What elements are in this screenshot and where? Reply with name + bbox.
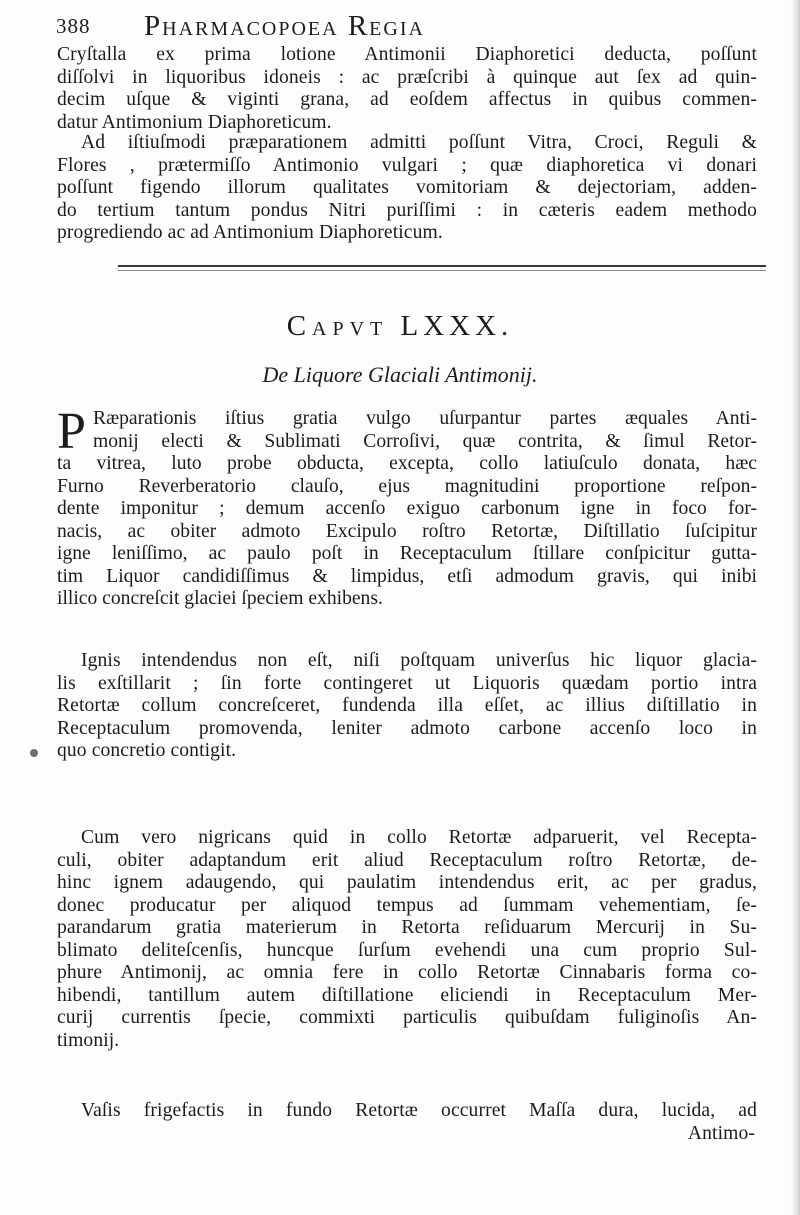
text-line: monij electi & Sublimati Corroſivi, quæ contrita, & ſimul Retor-: [93, 430, 757, 452]
text-line: Furno Reverberatorio clauſo, ejus magnitudini proportione reſpon-: [57, 475, 757, 497]
chapter-heading: [0, 310, 800, 343]
page-header: [56, 10, 756, 44]
text-line: culi, obiter adaptandum erit aliud Receptaculum roſtro Retortæ, de-: [57, 849, 757, 871]
ink-spot: [30, 749, 38, 757]
text-line: hinc ignem adaugendo, qui paulatim intendendus erit, ac per gradus,: [57, 872, 757, 893]
text-line: ta vitrea, luto probe obducta, excepta, collo latiuſculo donata, hæc: [57, 453, 757, 474]
text-line: timonij.: [57, 1029, 120, 1051]
text-line: nacis, ac obiter admoto Excipulo roſtro Retortæ, Diſtillatio ſuſcipitur: [57, 520, 757, 542]
text-line: dente imponitur ; demum accenſo exiguo carbonum igne in foco for-: [57, 498, 757, 519]
page-number: 388: [56, 14, 91, 38]
text-line: lis exſtillarit ; ſin forte contingeret ut Liquoris quædam portio intra: [57, 672, 757, 694]
text-line: hibendi, tantillum autem diſtillatione eliciendi in Receptaculum Mer-: [57, 984, 757, 1006]
text-line: Cum vero nigricans quid in collo Retortæ adparuerit, vel Recepta-: [81, 827, 757, 848]
text-line: blimato delitеſcenſis, huncque ſurſum evehendi una cum proprio Sul-: [57, 939, 757, 961]
text-line: curij currentis ſpecie, commixti particulis quibuſdam fuliginoſis An-: [57, 1007, 757, 1028]
text-line: parandarum gratia materierum in Retorta reſiduarum Mercurij in Su-: [57, 917, 757, 938]
chapter-caput: Capvt: [286, 310, 389, 342]
text-line: donec producatur per aliquod tempus ad ſummam vehementiam, ſe-: [57, 894, 757, 916]
chapter-number: LXXX.: [400, 310, 514, 342]
running-title: Pharmacopoea Regia: [144, 10, 425, 42]
text-line: igne leniſſimo, ac paulo poſt in Receptaculum ſtillare conſpicitur gutta-: [57, 543, 757, 564]
catchword: Antimo-: [687, 1122, 755, 1144]
text-line: illico concreſcit glaciei ſpeciem exhibens.: [57, 588, 383, 609]
text-line: Cryſtalla ex prima lotione Antimonii Diaphoretici deducta, poſſunt: [57, 44, 757, 65]
text-line: quo concretio contigit.: [57, 740, 237, 761]
text-line: phure Antimonij, ac omnia fere in collo Retortæ Cinnabaris forma co-: [57, 962, 757, 983]
paragraph-3: [57, 403, 757, 611]
drop-cap: P: [57, 403, 86, 460]
text-line: progrediendo ac ad Antimonium Diaphoreticum.: [57, 222, 443, 243]
text-line: poſſunt figendo illorum qualitates vomitoriam & dejectoriam, adden-: [57, 177, 757, 198]
section-divider-thin: [118, 270, 766, 271]
text-line: tim Liquor candidiſſimus & limpidus, etſi admodum gravis, qui inibi: [57, 565, 757, 587]
paragraph-6: [57, 1100, 757, 1145]
text-line: Retortæ collum concreſceret, fundenda illa eſſet, ac illius diſtillatio in: [57, 695, 757, 716]
paragraph-2: [57, 132, 757, 245]
text-line: diſſolvi in liquoribus idoneis : ac præſcribi à quinque aut ſex ad quin-: [57, 66, 757, 88]
section-divider: [118, 265, 766, 267]
text-line: Ignis intendendus non eſt, niſi poſtquam univerſus hic liquor glacia-: [81, 650, 757, 671]
paragraph-1: [57, 44, 757, 134]
text-line: decim uſque & viginti grana, ad eoſdem affectus in quibus commen-: [57, 89, 757, 110]
text-line: Flores , prætermiſſo Antimonio vulgari ; quæ diaphoretica vi donari: [57, 154, 757, 176]
text-line: Ræparationis iſtius gratia vulgo uſurpantur partes æquales Anti-: [93, 408, 757, 429]
text-line: Ad iſtiuſmodi præparationem admitti poſſunt Vitra, Croci, Reguli &: [81, 132, 757, 153]
text-line: Vaſis frigefactis in fundo Retortæ occurret Maſſa dura, lucida, ad: [81, 1100, 757, 1121]
page-edge-shadow: [790, 0, 800, 1215]
paragraph-4: [57, 650, 757, 763]
text-line: do tertium tantum pondus Nitri puriſſimi : in cæteris eadem methodo: [57, 199, 757, 221]
chapter-subtitle: De Liquore Glaciali Antimonij.: [262, 362, 538, 387]
text-line: datur Antimonium Diaphoreticum.: [57, 111, 332, 133]
text-line: Receptaculum promovenda, leniter admoto carbone accenſo loco in: [57, 717, 757, 739]
paragraph-5: [57, 827, 757, 1052]
